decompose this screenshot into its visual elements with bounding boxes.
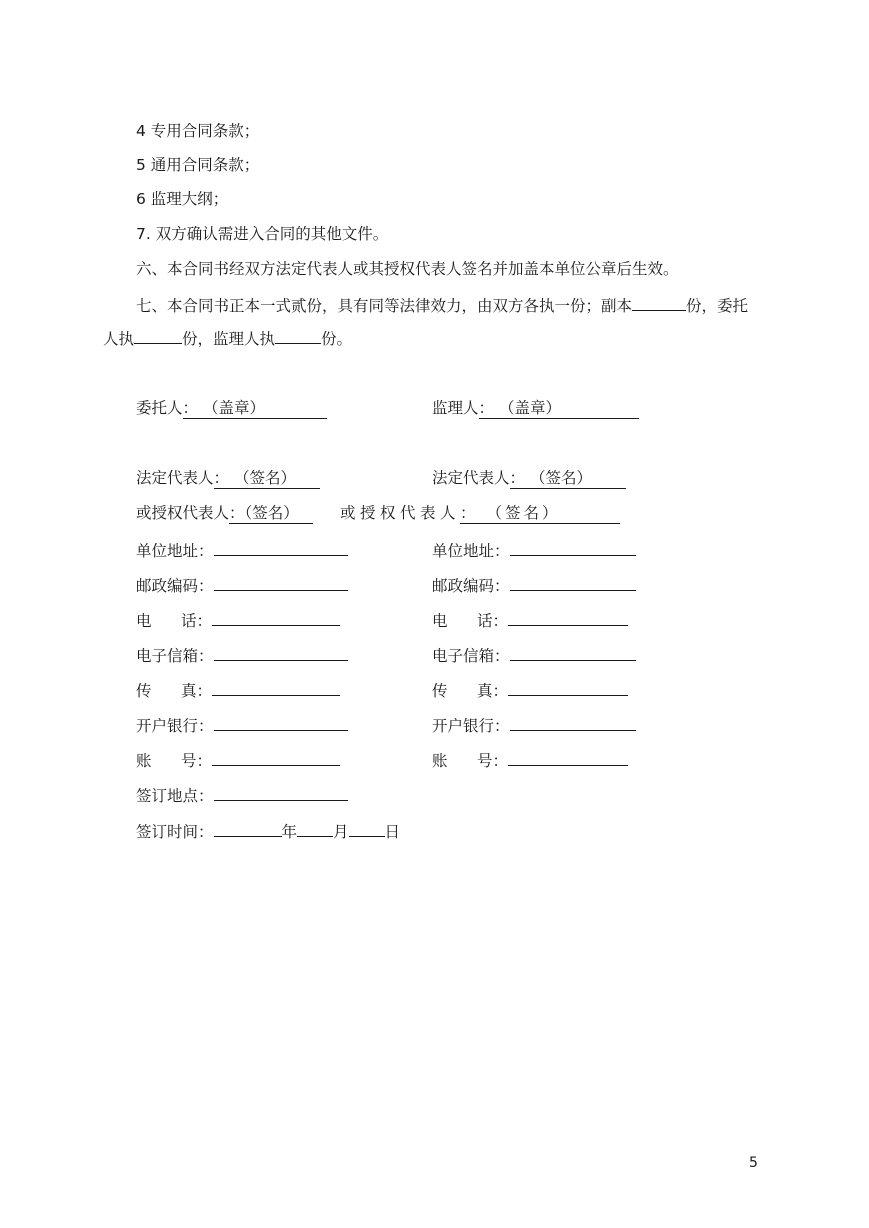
field-label: 单位地址： [432,542,510,560]
list-item: 7. 双方确认需进入合同的其他文件。 [136,225,389,243]
supervisor-seal-field: ： （盖章） [479,398,639,419]
field-label: 传 真： [432,682,509,700]
supervisor-email [432,643,636,666]
client-fax [136,678,340,701]
email-blank [510,643,636,661]
bank-blank [510,713,636,731]
year-blank [214,819,282,837]
field-label: 开户银行： [432,717,510,735]
month-label: 月 [333,823,349,841]
client-legal-rep [136,468,320,489]
clause-7-line2 [103,326,352,349]
postcode-blank [510,573,636,591]
clause-7-line1 [136,293,748,316]
client-phone [136,608,340,631]
clause-7-text: 份，委托 [686,297,749,315]
account-blank [212,748,340,766]
field-label: 签订地点： [136,787,214,805]
field-label: 邮政编码： [136,577,214,595]
day-blank [349,819,385,837]
supervisor-legal-rep [432,468,626,489]
auth-rep-label: 或授权代表人 [340,504,461,522]
client-bank [136,713,348,736]
clause-6: 六、本合同书经双方法定代表人或其授权代表人签名并加盖本单位公章后生效。 [136,260,679,278]
supervisor-phone [432,608,628,631]
legal-rep-label: 法定代表人 [136,469,214,487]
clause-7-text: 份。 [321,330,353,348]
bank-blank [214,713,348,731]
field-label: 单位地址： [136,542,214,560]
client-postcode [136,573,348,596]
list-item: 6 监理大纲； [136,190,229,208]
day-label: 日 [384,823,401,841]
list-item: 4 专用合同条款； [136,122,260,140]
supervisor-auth-rep [340,503,620,524]
copies-blank [632,293,686,311]
auth-rep-sign-field: ：（签名） [229,503,313,524]
supervisor-address [432,538,636,561]
month-blank [297,819,333,837]
client-label: 委托人 [136,399,183,417]
sign-place-blank [214,783,348,801]
legal-rep-sign-field: ： （签名） [510,468,626,489]
clause-7-text: 份，监理人执 [182,330,276,348]
address-blank [214,538,348,556]
phone-blank [212,608,340,626]
supervisor-postcode [432,573,636,596]
auth-rep-sign-field: ： （签名） [460,503,620,524]
account-blank [508,748,628,766]
field-label: 签订时间： [136,823,214,841]
supervisor-account [432,748,628,771]
supervisor-fax [432,678,628,701]
clause-7-text: 七、本合同书正本一式贰份，具有同等法律效力，由双方各执一份；副本 [136,297,633,315]
page-number: 5 [749,1155,758,1171]
phone-blank [508,608,628,626]
list-item: 5 通用合同条款； [136,156,260,174]
client-email [136,643,348,666]
postcode-blank [214,573,348,591]
year-label: 年 [281,823,298,841]
field-label: 电子信箱： [432,647,510,665]
supervisor-label: 监理人 [432,399,479,417]
field-label: 传 真： [136,682,213,700]
client-auth-rep [136,503,313,524]
sign-time [136,819,400,842]
auth-rep-label: 或授权代表人 [136,504,230,522]
field-label: 开户银行： [136,717,214,735]
supervisor-copies-blank [275,326,321,344]
sign-place [136,783,348,806]
clause-7-text: 人执 [103,330,135,348]
field-label: 邮政编码： [432,577,510,595]
client-account [136,748,340,771]
field-label: 电 话： [432,612,509,630]
legal-rep-sign-field: ： （签名） [214,468,320,489]
address-blank [510,538,636,556]
field-label: 账 号： [136,752,213,770]
email-blank [214,643,348,661]
client-party [136,398,327,419]
supervisor-bank [432,713,636,736]
field-label: 电 话： [136,612,213,630]
fax-blank [212,678,340,696]
client-seal-field: ： （盖章） [183,398,327,419]
legal-rep-label: 法定代表人 [432,469,510,487]
field-label: 电子信箱： [136,647,214,665]
supervisor-party [432,398,639,419]
fax-blank [508,678,628,696]
client-copies-blank [134,326,182,344]
client-address [136,538,348,561]
field-label: 账 号： [432,752,509,770]
